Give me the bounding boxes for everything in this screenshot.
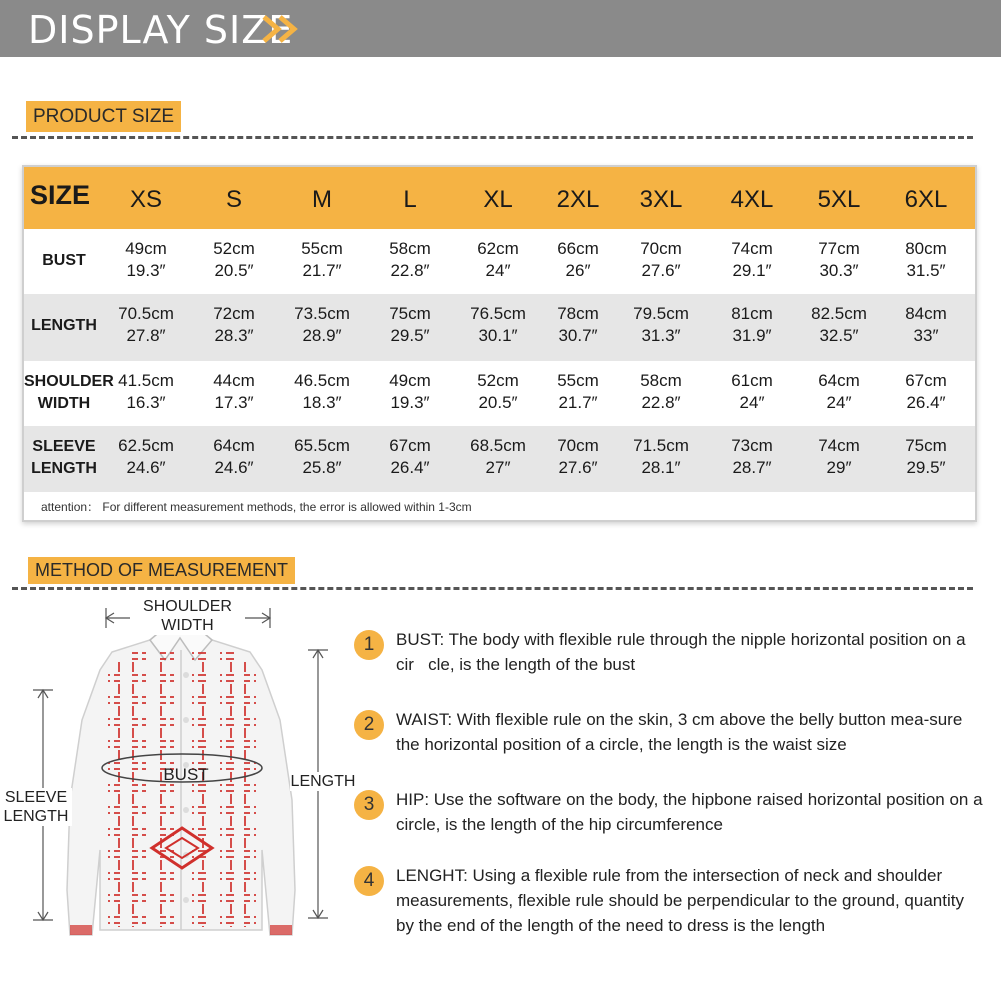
size-cell: 55cm 21.7″ (557, 371, 599, 412)
size-cell: 58cm 22.8″ (640, 371, 682, 412)
size-table (22, 165, 977, 522)
method-description: HIP: Use the software on the body, the hipbone raised horizontal position on a circle, is the length of the hip circumference (396, 790, 983, 834)
size-header-4xl: 4XL (730, 186, 774, 213)
length-label: LENGTH (290, 773, 356, 790)
size-cell: 74cm 29″ (818, 436, 860, 477)
size-cell: 67cm 26.4″ (905, 371, 947, 412)
size-cell: 52cm 20.5″ (213, 239, 255, 280)
size-header-5xl: 5XL (817, 186, 861, 213)
size-cell: 66cm 26″ (557, 239, 599, 280)
method-description: BUST: The body with flexible rule through the nipple horizontal position on a cir cle, is the length of the bust (396, 630, 966, 674)
step-number-badge: 2 (354, 710, 384, 740)
size-cell: 67cm 26.4″ (389, 436, 431, 477)
size-cell: 82.5cm 32.5″ (811, 304, 867, 345)
double-chevron-right-icon (262, 14, 308, 44)
size-cell: 78cm 30.7″ (557, 304, 599, 345)
size-header-m: M (312, 186, 332, 213)
product-size-label: PRODUCT SIZE (26, 101, 181, 132)
step-number-badge: 4 (354, 866, 384, 896)
method-of-measurement-label: METHOD OF MEASUREMENT (28, 557, 295, 584)
size-cell: 49cm 19.3″ (389, 371, 431, 412)
size-cell: 52cm 20.5″ (477, 371, 519, 412)
size-row-shoulder-width (24, 361, 975, 428)
size-cell: 61cm 24″ (731, 371, 773, 412)
size-cell: 64cm 24″ (818, 371, 860, 412)
size-cell: 46.5cm 18.3″ (294, 371, 350, 412)
size-cell: 41.5cm 16.3″ (118, 371, 174, 412)
size-cell: 81cm 31.9″ (731, 304, 773, 345)
row-label: BUST (42, 252, 86, 269)
method-description: LENGHT: Using a flexible rule from the intersection of neck and shoulder measurements, flexible rule should be perpendicular to the ground, quantity by the end of the length of the need to dress is the length (396, 866, 964, 935)
row-label: SHOULDER WIDTH (24, 373, 114, 412)
size-cell: 62cm 24″ (477, 239, 519, 280)
size-cell: 77cm 30.3″ (818, 239, 860, 280)
step-number-badge: 3 (354, 790, 384, 820)
size-header-label: SIZE (30, 180, 91, 210)
size-cell: 70cm 27.6″ (557, 436, 599, 477)
size-cell: 74cm 29.1″ (731, 239, 773, 280)
size-header-xs: XS (129, 186, 162, 213)
shoulder-width-label: SHOULDER WIDTH (130, 597, 245, 635)
size-cell: 76.5cm 30.1″ (470, 304, 526, 345)
size-cell: 44cm 17.3″ (213, 371, 255, 412)
row-label: SLEEVE LENGTH (31, 438, 97, 477)
size-cell: 79.5cm 31.3″ (633, 304, 689, 345)
size-cell: 70.5cm 27.8″ (118, 304, 174, 345)
size-cell: 73.5cm 28.9″ (294, 304, 350, 345)
size-header-3xl: 3XL (639, 186, 683, 213)
size-header-6xl: 6XL (904, 186, 948, 213)
size-cell: 75cm 29.5″ (905, 436, 947, 477)
bust-label: BUST (163, 765, 209, 784)
size-row-sleeve-length (24, 426, 975, 492)
size-header-xl: XL (483, 186, 513, 213)
size-row-bust (24, 229, 975, 294)
size-header-l: L (403, 186, 417, 213)
row-label: LENGTH (31, 317, 97, 334)
size-header-s: S (225, 186, 242, 213)
section-divider (12, 136, 973, 139)
step-number-badge: 1 (354, 630, 384, 660)
size-cell: 64cm 24.6″ (213, 436, 255, 477)
size-cell: 70cm 27.6″ (640, 239, 682, 280)
size-cell: 84cm 33″ (905, 304, 947, 345)
size-cell: 65.5cm 25.8″ (294, 436, 350, 477)
size-header-2xl: 2XL (556, 186, 600, 213)
size-cell: 68.5cm 27″ (470, 436, 526, 477)
size-cell: 71.5cm 28.1″ (633, 436, 689, 477)
size-cell: 62.5cm 24.6″ (118, 436, 174, 477)
method-description: WAIST: With flexible rule on the skin, 3 cm above the belly button mea-sure the horizontal position of a circle, the length is the waist size (396, 710, 963, 754)
sleeve-length-label: SLEEVE LENGTH (0, 788, 72, 826)
size-cell: 58cm 22.8″ (389, 239, 431, 280)
attention-note: attention： For different measurement methods, the error is allowed within 1-3cm (41, 500, 472, 514)
size-cell: 80cm 31.5″ (905, 239, 947, 280)
size-cell: 49cm 19.3″ (125, 239, 167, 280)
size-cell: 72cm 28.3″ (213, 304, 255, 345)
size-cell: 75cm 29.5″ (389, 304, 431, 345)
size-table-header (24, 167, 975, 229)
shirt-measurement-diagram (0, 590, 360, 1001)
size-cell: 73cm 28.7″ (731, 436, 773, 477)
size-cell: 55cm 21.7″ (301, 239, 343, 280)
banner-title: DISPLAY SIZE (28, 8, 294, 52)
display-size-banner (0, 0, 1001, 57)
size-row-length (24, 294, 975, 361)
